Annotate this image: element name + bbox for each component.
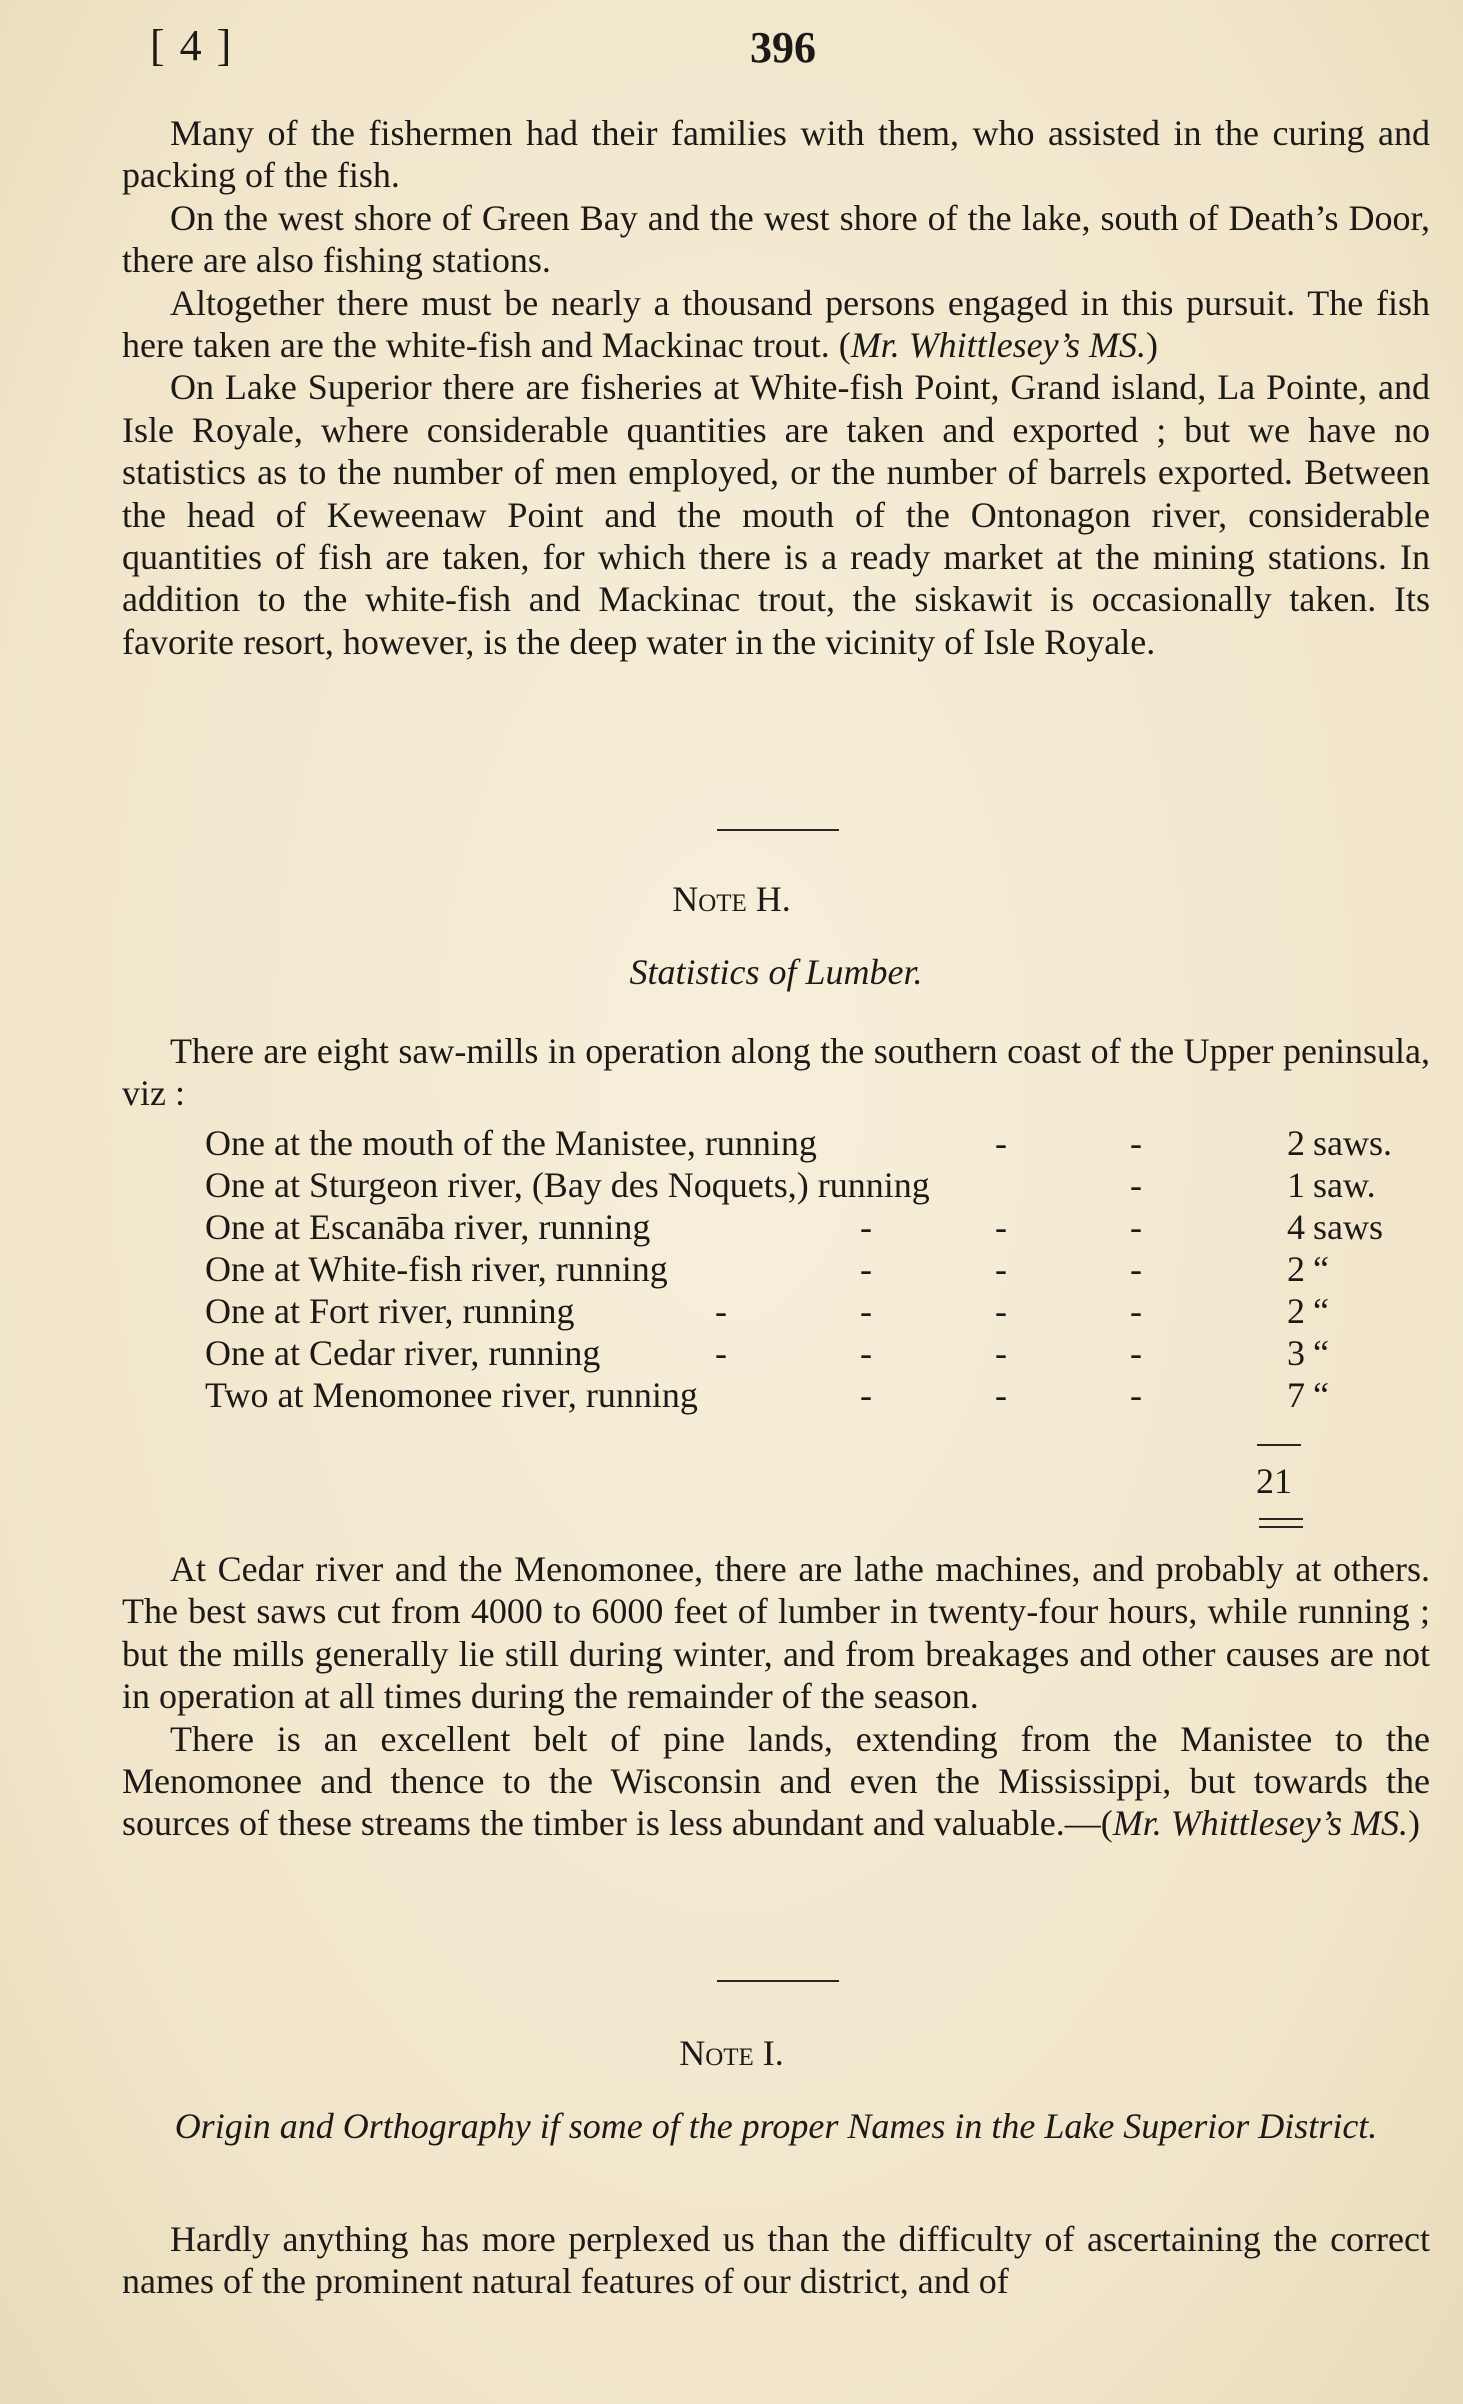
leader-dash: - [995, 1291, 1007, 1331]
leader-dash: - [1130, 1165, 1142, 1205]
leader-dash: - [715, 1333, 727, 1373]
page-number: 396 [750, 23, 816, 72]
saw-unit: “ [1313, 1375, 1329, 1415]
saw-unit: saw. [1313, 1165, 1376, 1205]
saw-count: 4 [1287, 1207, 1305, 1247]
paragraph-fishermen-families: Many of the fishermen had their families with them, who assisted in the curing and packing of the fish. [122, 113, 1430, 196]
saw-mill-label: Two at Menomonee river, running [205, 1375, 698, 1415]
saw-unit: “ [1313, 1333, 1329, 1373]
note-h-heading: Note H. [672, 879, 791, 919]
leader-dash: - [1130, 1375, 1142, 1415]
paragraph-lathe-machines: At Cedar river and the Menomonee, there are lathe machines, and probably at others. The best saws cut from 4000 to 6000 feet of lumber in twenty-four hours, while running ; but the mills generally lie still during winter, and from breakages and other causes are not in operation at all times during the remainder of the season. [122, 1549, 1430, 1717]
paragraph-perplexed: Hardly anything has more perplexed us than the difficulty of ascertaining the correct names of the prominent natural features of our district, and of [122, 2219, 1430, 2302]
note-h-subtitle: Statistics of Lumber. [629, 952, 923, 992]
saw-total: 21 [1256, 1461, 1292, 1501]
saw-mill-row [205, 1290, 1405, 1332]
leader-dash: - [860, 1249, 872, 1289]
citation: Mr. Whittlesey’s MS. [850, 325, 1146, 366]
saw-mill-label: One at the mouth of the Manistee, running [205, 1123, 817, 1163]
note-i-body [122, 2218, 1430, 2303]
saw-mill-label: One at White-fish river, running [205, 1249, 668, 1289]
saw-mill-row [205, 1332, 1405, 1374]
leader-dash: - [860, 1291, 872, 1331]
saw-mill-row [205, 1164, 1405, 1206]
note-h-intro: There are eight saw-mills in operation along the southern coast of the Upper peninsula, viz : [122, 1031, 1430, 1114]
saw-count: 2 [1287, 1249, 1305, 1289]
paragraph-lake-superior: On Lake Superior there are fisheries at White-fish Point, Grand island, La Pointe, and Isle Royale, where considerable quantities are taken and exported ; but we have no statistics as to the number of men employed, or the number of barrels exported. Between the head of Keweenaw Point and the mouth of the Ontonagon river, considerable quantities of fish are taken, for which there is a ready market at the mining stations. In addition to the white-fish and Mackinac trout, the siskawit is occasionally taken. Its favorite resort, however, is the deep water in the vicinity of Isle Royale. [122, 367, 1430, 662]
leader-dash: - [1130, 1207, 1142, 1247]
note-h-body [122, 1548, 1430, 1845]
section-divider [717, 829, 839, 831]
section-divider [717, 1980, 839, 1982]
saw-mill-label: One at Fort river, running [205, 1291, 575, 1331]
double-rule-top [1259, 1518, 1303, 1520]
note-i-subtitle: Origin and Orthography if some of the proper Names in the Lake Superior District. [174, 2106, 1378, 2146]
saw-unit: “ [1313, 1291, 1329, 1331]
leader-dash: - [995, 1123, 1007, 1163]
leader-dash: - [1130, 1291, 1142, 1331]
opening-text [122, 112, 1430, 663]
note-i-heading: Note I. [679, 2033, 784, 2073]
saw-mill-row [205, 1248, 1405, 1290]
saw-mill-row [205, 1206, 1405, 1248]
leader-dash: - [860, 1207, 872, 1247]
leader-dash: - [1130, 1249, 1142, 1289]
paragraph-thousand-persons [122, 282, 1430, 367]
saw-unit: saws [1313, 1207, 1383, 1247]
saw-mill-row [205, 1122, 1405, 1164]
double-rule-bottom [1259, 1526, 1303, 1528]
saw-mill-label: One at Escanāba river, running [205, 1207, 651, 1247]
citation: Mr. Whittlesey’s MS. [1112, 1803, 1409, 1844]
leader-dash: - [995, 1207, 1007, 1247]
paragraph-pine-lands-text: There is an excellent belt of pine lands, extending from the Manistee to the Menomonee and thence to the Wisconsin and even the Mississippi, but towards the sources of these streams the timber is less abundant and valuable.—( [122, 1718, 1430, 1844]
saw-count: 2 [1287, 1291, 1305, 1331]
leader-dash: - [715, 1291, 727, 1331]
leader-dash: - [995, 1333, 1007, 1373]
paragraph-green-bay: On the west shore of Green Bay and the west shore of the lake, south of Death’s Door, there are also fishing stations. [122, 197, 1430, 281]
paragraph-thousand-persons-text: Altogether there must be nearly a thousand persons engaged in this pursuit. The fish here taken are the white-fish and Mackinac trout. ( [122, 282, 1430, 366]
saw-count: 2 [1287, 1123, 1305, 1163]
citation-close: ) [1408, 1803, 1421, 1844]
sum-rule [1257, 1444, 1301, 1446]
leader-dash: - [1130, 1333, 1142, 1373]
signature-mark: [ 4 ] [150, 21, 234, 70]
saw-unit: saws. [1313, 1123, 1392, 1163]
paragraph-pine-lands [122, 1718, 1430, 1845]
citation-close: ) [1145, 325, 1158, 366]
leader-dash: - [995, 1249, 1007, 1289]
leader-dash: - [860, 1375, 872, 1415]
saw-count: 1 [1287, 1165, 1305, 1205]
saw-mill-row [205, 1374, 1405, 1416]
note-h-intro-block [122, 1030, 1430, 1115]
saw-mill-label: One at Sturgeon river, (Bay des Noquets,) running [205, 1165, 930, 1205]
leader-dash: - [860, 1333, 872, 1373]
leader-dash: - [995, 1375, 1007, 1415]
saw-unit: “ [1313, 1249, 1329, 1289]
saw-mill-label: One at Cedar river, running [205, 1333, 601, 1373]
saw-count: 3 [1287, 1333, 1305, 1373]
leader-dash: - [1130, 1123, 1142, 1163]
saw-count: 7 [1287, 1375, 1305, 1415]
